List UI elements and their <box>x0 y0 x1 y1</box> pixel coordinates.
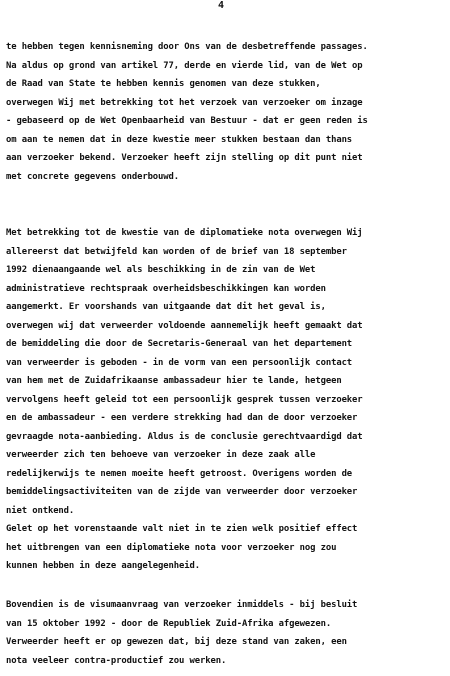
text-line: gevraagde nota-aanbieding. Aldus is de conclusie gerechtvaardigd dat <box>6 431 363 442</box>
text-line: verweerder zich ten behoeve van verzoeker in deze zaak alle <box>6 450 316 460</box>
text-line: nota veeleer contra-productief zou werken. <box>6 655 227 666</box>
text-line: - gebaseerd op de Wet Openbaarheid van Bestuur - dat er geen reden is <box>6 116 368 126</box>
text-line: Gelet op het vorenstaande valt niet in te zien welk positief effect <box>6 524 358 534</box>
text-line: van verweerder is geboden - in de vorm van een persoonlijk contact <box>6 357 353 368</box>
paragraph-diplomatieke-nota <box>6 224 446 576</box>
text-line: om aan te nemen dat in deze kwestie meer stukken bestaan dan thans <box>6 134 353 145</box>
text-line: aangemerkt. Er voorshands van uitgaande dat dit het geval is, <box>6 302 326 312</box>
text-line: vervolgens heeft geleid tot een persoonlijk gesprek tussen verzoeker <box>6 394 363 405</box>
text-line: Na aldus op grond van artikel 77, derde en vierde lid, van de Wet op <box>6 60 363 71</box>
text-line: de Raad van State te hebben kennis genomen van deze stukken, <box>6 79 321 89</box>
text-line: Met betrekking tot de kwestie van de diplomatieke nota overwegen Wij <box>6 228 363 238</box>
paragraph-visumaanvraag <box>6 596 446 670</box>
text-line: niet ontkend. <box>6 505 75 516</box>
text-line: kunnen hebben in deze aangelegenheid. <box>6 561 200 571</box>
text-line: redelijkerwijs te nemen moeite heeft getroost. Overigens worden de <box>6 468 353 479</box>
text-line: de bemiddeling die door de Secretaris-Generaal van het departement <box>6 339 353 349</box>
text-line: Bovendien is de visumaanvraag van verzoeker inmiddels - bij besluit <box>6 600 358 610</box>
text-line: overwegen wij dat verweerder voldoende aannemelijk heeft gemaakt dat <box>6 320 363 331</box>
text-line: van hem met de Zuidafrikaanse ambassadeur hier te lande, hetgeen <box>6 376 342 386</box>
text-line: van 15 oktober 1992 - door de Republiek Zuid-Afrika afgewezen. <box>6 618 332 629</box>
paragraph-inzage <box>6 38 446 186</box>
text-line: Verweerder heeft er op gewezen dat, bij deze stand van zaken, een <box>6 637 347 647</box>
page-number: 4 <box>218 0 225 11</box>
text-line: administratieve rechtspraak overheidsbeschikkingen kan worden <box>6 283 326 294</box>
text-line: 1992 dienaangaande wel als beschikking in de zin van de Wet <box>6 265 316 275</box>
text-line: aan verzoeker bekend. Verzoeker heeft zijn stelling op dit punt niet <box>6 153 363 163</box>
text-line: overwegen Wij met betrekking tot het verzoek van verzoeker om inzage <box>6 97 363 108</box>
text-line: te hebben tegen kennisneming door Ons van de desbetreffende passages. <box>6 42 368 52</box>
text-line: het uitbrengen van een diplomatieke nota voor verzoeker nog zou <box>6 542 337 553</box>
text-line: allereerst dat betwijfeld kan worden of de brief van 18 september <box>6 246 347 257</box>
text-line: bemiddelingsactiviteiten van de zijde van verweerder door verzoeker <box>6 487 358 497</box>
text-line: en de ambassadeur - een verdere strekking had dan de door verzoeker <box>6 413 358 423</box>
text-line: met concrete gegevens onderbouwd. <box>6 171 180 182</box>
